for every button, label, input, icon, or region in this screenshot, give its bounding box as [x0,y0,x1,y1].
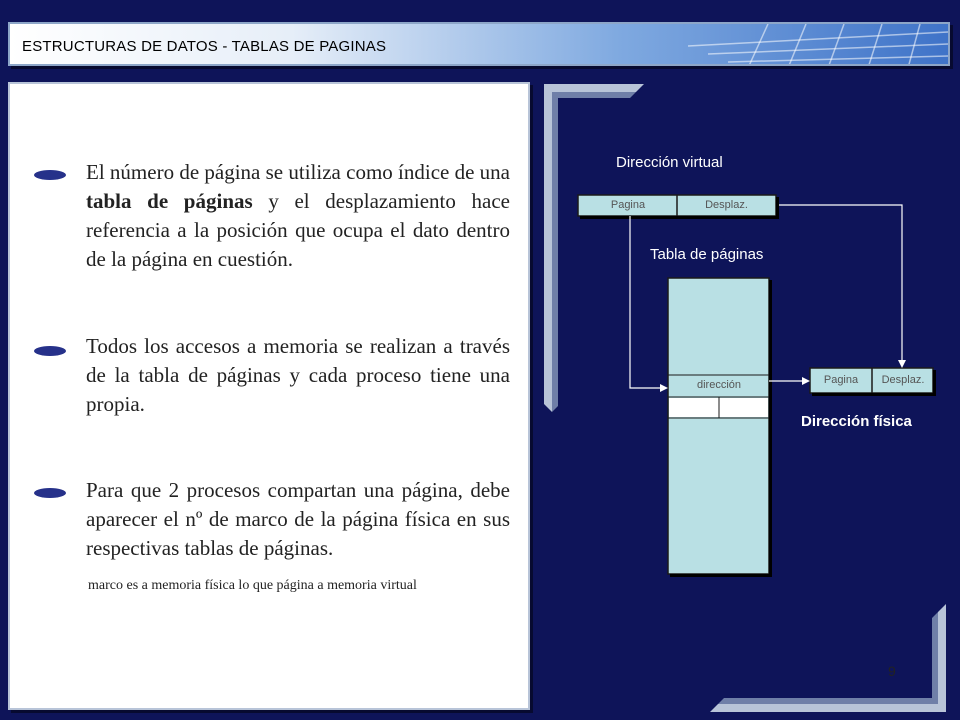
virtual-page-field: Pagina [610,199,646,211]
physical-offset-field: Desplaz. [881,374,925,386]
table-entry-address: dirección [696,379,742,391]
bracket-decoration-left [544,84,644,412]
slide-title: ESTRUCTURAS DE DATOS - TABLAS DE PAGINAS [22,38,387,55]
bullet-2-text: Todos los accesos a memoria se realizan a través de la tabla de páginas y cada proceso tiene una propia. [86,334,510,416]
bullet-3-text: Para que 2 procesos compartan una página, debe aparecer el nº de marco de la página física en sus respectivas tablas de páginas. [86,478,510,560]
bullet-1-bold-term: tabla de páginas [86,189,253,213]
virtual-offset-field: Desplaz. [705,199,748,211]
virtual-address-label: Dirección virtual [616,154,723,171]
bullet-1-text-end: y el desplazamiento hace referencia a la posición que ocupa el dato dentro de la página en cuestión. [86,189,510,271]
arrow-page-to-table [630,216,662,388]
page-number: 9 [888,663,896,679]
physical-address-label: Dirección física [801,413,912,430]
physical-page-field: Pagina [823,374,859,386]
arrow-offset-to-physical [779,205,902,362]
page-table [668,278,769,574]
page-table-label: Tabla de páginas [650,246,764,263]
footnote: marco es a memoria física lo que página a memoria virtual [88,578,417,593]
bracket-decoration-right [710,604,946,712]
bullet-1-text-start: El número de página se utiliza como índice de una [86,160,510,184]
